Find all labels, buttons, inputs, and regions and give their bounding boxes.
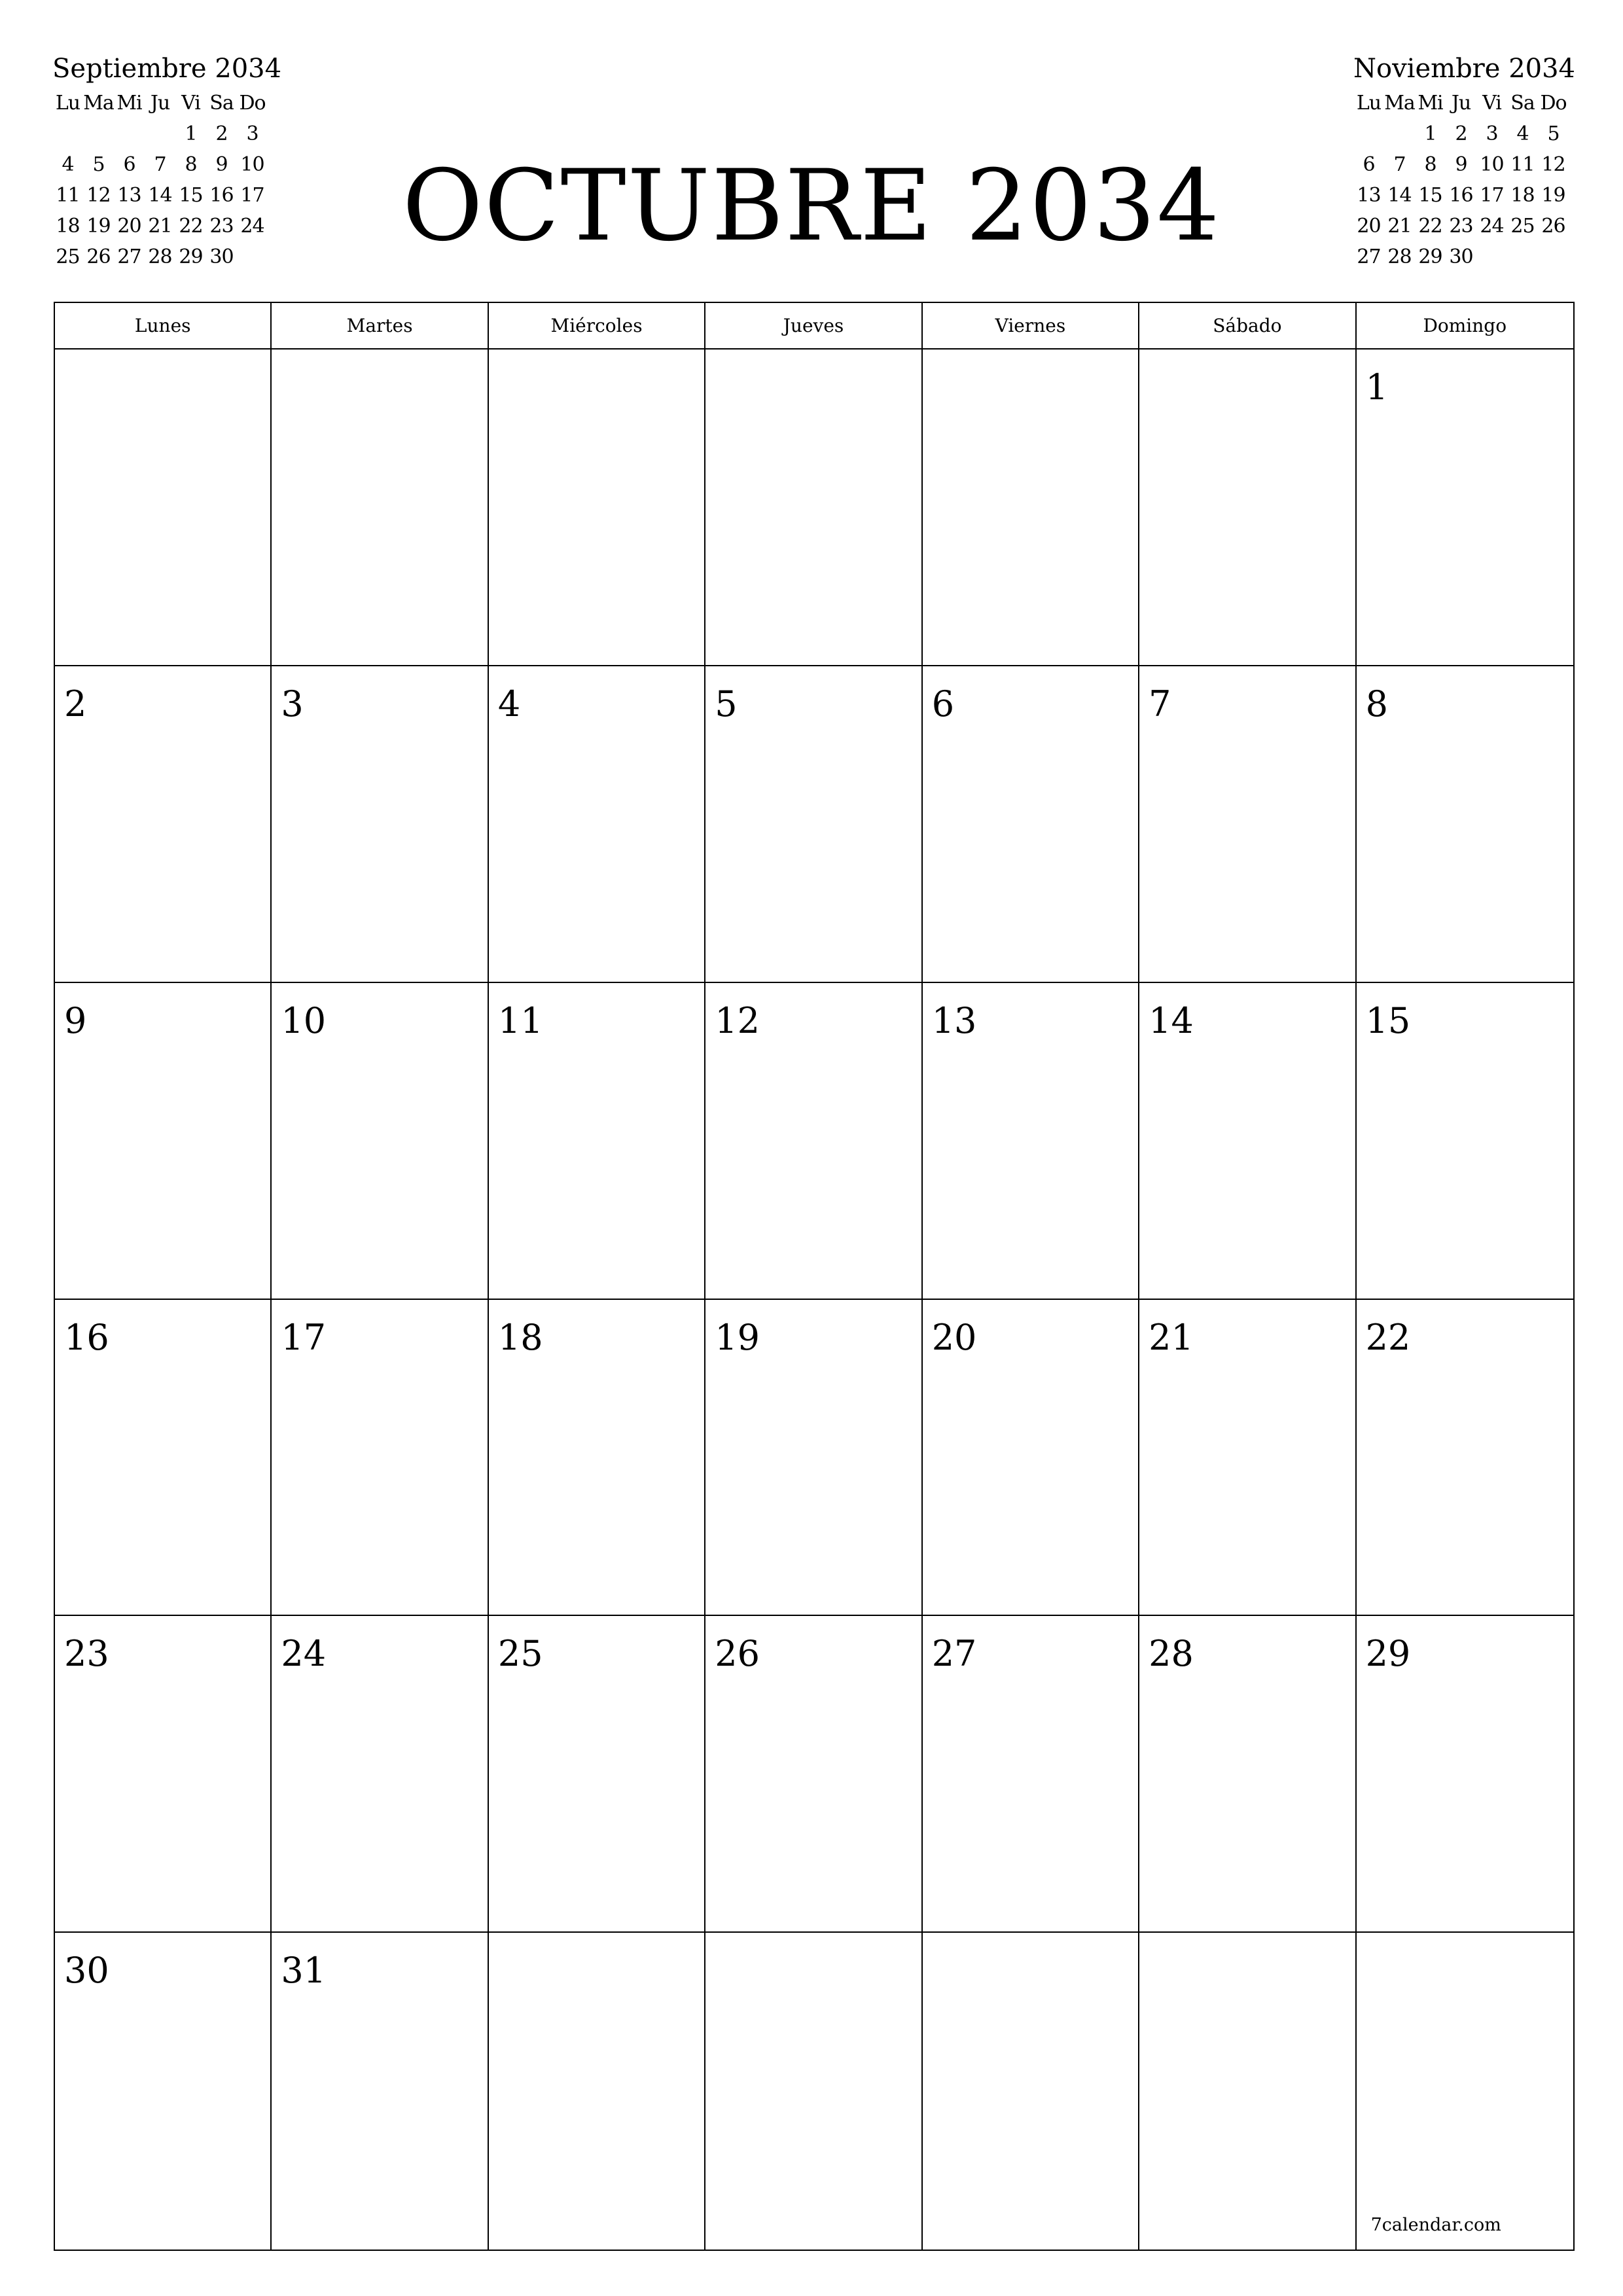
day-cell[interactable] (272, 1616, 488, 1933)
mini-weekday-label: Ju (1451, 92, 1471, 115)
day-number: 31 (281, 1950, 327, 1992)
weekday-header: Domingo (1357, 303, 1573, 350)
mini-day: 30 (209, 245, 234, 268)
mini-day: 29 (179, 245, 203, 268)
day-number: 14 (1149, 999, 1194, 1041)
day-number: 22 (1365, 1316, 1411, 1358)
mini-weekday-label: Ju (150, 92, 170, 115)
mini-calendar-title: Noviembre 2034 (1353, 54, 1575, 84)
mini-day (83, 118, 114, 149)
day-cell[interactable] (489, 350, 705, 666)
watermark-text: 7calendar.com (1370, 2215, 1501, 2235)
mini-day: 25 (56, 245, 80, 268)
mini-day: 19 (86, 215, 111, 238)
mini-calendar-title: Septiembre 2034 (52, 54, 282, 84)
mini-day: 2 (215, 122, 228, 145)
mini-day: 8 (185, 153, 197, 176)
day-number: 20 (931, 1316, 977, 1358)
mini-day: 8 (1424, 153, 1436, 176)
day-number: 12 (715, 999, 760, 1041)
day-cell[interactable] (489, 1616, 705, 1933)
mini-day: 3 (1486, 122, 1498, 145)
day-number: 29 (1365, 1633, 1411, 1675)
weekday-header: Lunes (55, 303, 272, 350)
day-cell[interactable] (923, 666, 1139, 983)
day-cell[interactable] (705, 983, 922, 1300)
day-cell[interactable] (1357, 1616, 1573, 1933)
mini-day: 1 (185, 122, 197, 145)
day-number: 4 (497, 683, 521, 725)
day-number: 25 (497, 1633, 543, 1675)
day-number: 6 (931, 683, 955, 725)
day-cell[interactable] (489, 1933, 705, 2250)
day-cell[interactable] (1139, 350, 1356, 666)
mini-calendar-grid (1353, 88, 1575, 272)
day-number: 27 (931, 1633, 977, 1675)
day-number: 11 (497, 999, 543, 1041)
day-number: 28 (1149, 1633, 1194, 1675)
mini-weekday-label: Do (239, 92, 266, 115)
mini-day: 24 (1480, 215, 1504, 238)
mini-weekday-label: Mi (1418, 92, 1443, 115)
mini-day: 5 (92, 153, 105, 176)
mini-day: 28 (1387, 245, 1412, 268)
mini-weekday-label: Do (1540, 92, 1567, 115)
day-cell[interactable] (705, 1616, 922, 1933)
mini-day: 13 (117, 184, 141, 207)
day-cell[interactable] (923, 350, 1139, 666)
mini-day (114, 118, 145, 149)
mini-weekday-label: Ma (1384, 92, 1415, 115)
page-title: OCTUBRE 2034 (402, 149, 1221, 263)
day-cell[interactable] (272, 666, 488, 983)
day-number: 30 (64, 1950, 109, 1992)
mini-day: 9 (1455, 153, 1467, 176)
mini-day: 16 (1449, 184, 1473, 207)
mini-weekday-label: Vi (1482, 92, 1501, 115)
mini-day: 6 (1363, 153, 1375, 176)
mini-day: 30 (1449, 245, 1473, 268)
mini-weekday-label: Lu (55, 92, 80, 115)
mini-day (1507, 242, 1538, 272)
mini-day: 21 (1387, 215, 1412, 238)
day-cell[interactable] (923, 983, 1139, 1300)
mini-day: 4 (1516, 122, 1529, 145)
day-number: 8 (1365, 683, 1388, 725)
day-number: 17 (281, 1316, 327, 1358)
day-number: 5 (715, 683, 738, 725)
mini-day: 26 (86, 245, 111, 268)
mini-day: 25 (1510, 215, 1535, 238)
mini-day: 20 (117, 215, 141, 238)
day-cell[interactable] (1139, 1933, 1356, 2250)
day-cell[interactable] (55, 1300, 272, 1617)
mini-day: 17 (240, 184, 264, 207)
mini-day: 21 (148, 215, 172, 238)
day-cell[interactable] (272, 983, 488, 1300)
mini-day: 14 (1387, 184, 1412, 207)
day-cell[interactable] (1139, 1616, 1356, 1933)
mini-day: 19 (1541, 184, 1565, 207)
mini-weekday-label: Lu (1356, 92, 1382, 115)
mini-day: 12 (86, 184, 111, 207)
month-grid (54, 302, 1575, 2251)
mini-day: 26 (1541, 215, 1565, 238)
mini-day: 9 (215, 153, 228, 176)
mini-day: 14 (148, 184, 172, 207)
day-cell[interactable] (1139, 1300, 1356, 1617)
day-cell[interactable] (55, 983, 272, 1300)
day-cell[interactable] (1357, 983, 1573, 1300)
day-number: 2 (64, 683, 87, 725)
day-cell[interactable] (1357, 350, 1573, 666)
day-cell[interactable] (489, 983, 705, 1300)
day-cell[interactable] (55, 666, 272, 983)
mini-day: 7 (1393, 153, 1406, 176)
day-number: 18 (497, 1316, 543, 1358)
mini-day: 22 (1418, 215, 1442, 238)
day-cell[interactable] (923, 1300, 1139, 1617)
mini-day: 13 (1357, 184, 1381, 207)
day-cell[interactable] (55, 1616, 272, 1933)
day-cell[interactable] (923, 1933, 1139, 2250)
mini-day: 11 (56, 184, 80, 207)
weekday-header: Viernes (923, 303, 1139, 350)
mini-day: 29 (1418, 245, 1442, 268)
mini-calendar-next (1353, 52, 1575, 272)
day-cell[interactable] (1139, 983, 1356, 1300)
day-number: 1 (1365, 367, 1388, 408)
mini-day: 18 (1510, 184, 1535, 207)
mini-day: 23 (1449, 215, 1473, 238)
day-number: 23 (64, 1633, 109, 1675)
day-cell[interactable] (923, 1616, 1139, 1933)
mini-day: 28 (148, 245, 172, 268)
day-number: 7 (1149, 683, 1171, 725)
mini-day: 15 (1418, 184, 1442, 207)
mini-weekday-label: Vi (181, 92, 200, 115)
mini-day: 11 (1510, 153, 1535, 176)
mini-day: 2 (1455, 122, 1467, 145)
day-cell[interactable] (705, 1933, 922, 2250)
weekday-header: Martes (272, 303, 488, 350)
mini-day (145, 118, 175, 149)
day-cell[interactable] (272, 1933, 488, 2250)
day-cell[interactable] (705, 350, 922, 666)
mini-day: 17 (1480, 184, 1504, 207)
mini-weekday-label: Sa (1510, 92, 1535, 115)
day-number: 21 (1149, 1316, 1194, 1358)
weekday-header: Sábado (1139, 303, 1356, 350)
mini-day: 6 (123, 153, 135, 176)
day-number: 16 (64, 1316, 109, 1358)
day-cell[interactable] (1357, 1933, 1573, 2250)
day-cell[interactable] (705, 1300, 922, 1617)
mini-day: 24 (240, 215, 264, 238)
mini-day: 7 (154, 153, 166, 176)
mini-day: 22 (179, 215, 203, 238)
mini-day (1384, 118, 1415, 149)
weekday-header: Miércoles (489, 303, 705, 350)
day-cell[interactable] (1357, 666, 1573, 983)
day-cell[interactable] (272, 350, 488, 666)
mini-day (52, 118, 83, 149)
mini-weekday-label: Ma (83, 92, 114, 115)
day-cell[interactable] (489, 1300, 705, 1617)
day-number: 13 (931, 999, 977, 1041)
mini-day: 4 (62, 153, 74, 176)
day-number: 3 (281, 683, 304, 725)
mini-day: 23 (209, 215, 234, 238)
day-number: 24 (281, 1633, 327, 1675)
mini-weekday-label: Sa (209, 92, 234, 115)
day-cell[interactable] (705, 666, 922, 983)
mini-day: 27 (1357, 245, 1381, 268)
mini-day: 5 (1547, 122, 1560, 145)
mini-day: 16 (209, 184, 234, 207)
day-cell[interactable] (55, 350, 272, 666)
mini-day: 10 (240, 153, 264, 176)
day-number: 26 (715, 1633, 760, 1675)
day-cell[interactable] (1139, 666, 1356, 983)
mini-day: 12 (1541, 153, 1565, 176)
mini-day: 1 (1424, 122, 1436, 145)
mini-day (1353, 118, 1384, 149)
mini-day (1538, 242, 1569, 272)
day-number: 15 (1365, 999, 1411, 1041)
mini-weekday-label: Mi (116, 92, 142, 115)
mini-day: 27 (117, 245, 141, 268)
weekday-header: Jueves (705, 303, 922, 350)
day-number: 19 (715, 1316, 760, 1358)
day-cell[interactable] (489, 666, 705, 983)
day-cell[interactable] (1357, 1300, 1573, 1617)
mini-day: 15 (179, 184, 203, 207)
mini-day: 10 (1480, 153, 1504, 176)
mini-day (1476, 242, 1507, 272)
mini-day: 3 (246, 122, 259, 145)
day-cell[interactable] (55, 1933, 272, 2250)
day-number: 10 (281, 999, 327, 1041)
mini-day: 18 (56, 215, 80, 238)
mini-day: 20 (1357, 215, 1381, 238)
day-cell[interactable] (272, 1300, 488, 1617)
day-number: 9 (64, 999, 87, 1041)
